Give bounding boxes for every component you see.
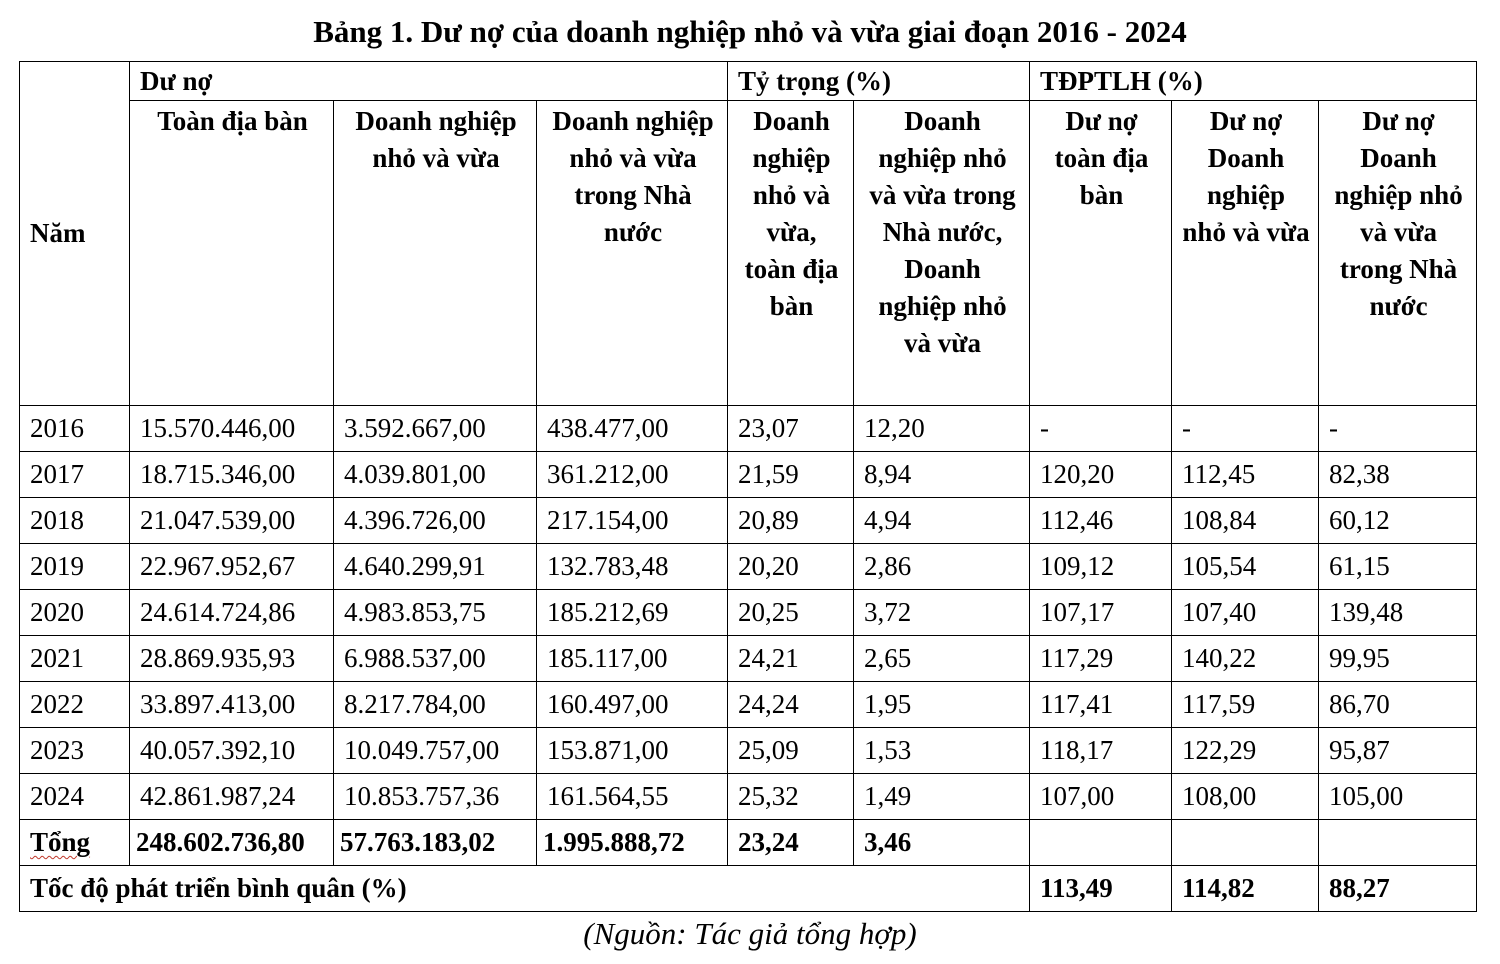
source-note: (Nguồn: Tác giả tổng hợp) (583, 916, 917, 951)
header-row-groups (20, 62, 1477, 101)
cell: 22.967.952,67 (130, 544, 334, 590)
cell: 18.715.346,00 (130, 452, 334, 498)
cell: 161.564,55 (537, 774, 728, 820)
average-row (20, 866, 1477, 912)
header-col: Doanh nghiệp nhỏ và vừa (334, 101, 537, 406)
cell-year: 2020 (20, 590, 130, 636)
cell-year: 2023 (20, 728, 130, 774)
cell: 438.477,00 (537, 406, 728, 452)
cell: 8.217.784,00 (334, 682, 537, 728)
header-group-tdptlh: TĐPTLH (%) (1030, 62, 1477, 101)
cell: 117,59 (1172, 682, 1319, 728)
cell: 60,12 (1319, 498, 1477, 544)
cell: 15.570.446,00 (130, 406, 334, 452)
cell-year: 2021 (20, 636, 130, 682)
cell: 24,24 (728, 682, 854, 728)
cell: 88,27 (1319, 866, 1477, 912)
table-row (20, 636, 1477, 682)
header-col: Toàn địa bàn (130, 101, 334, 406)
table-title: Bảng 1. Dư nợ của doanh nghiệp nhỏ và vừa giai đoạn 2016 - 2024 (313, 14, 1187, 49)
debt-table (19, 61, 1477, 912)
cell: 109,12 (1030, 544, 1172, 590)
cell-year: 2019 (20, 544, 130, 590)
cell-year: 2018 (20, 498, 130, 544)
table-row (20, 728, 1477, 774)
cell: 105,54 (1172, 544, 1319, 590)
cell: 4.396.726,00 (334, 498, 537, 544)
cell: 117,29 (1030, 636, 1172, 682)
cell: 61,15 (1319, 544, 1477, 590)
header-col: Doanh nghiệp nhỏ và vừa trong Nhà nước (537, 101, 728, 406)
table-row (20, 682, 1477, 728)
cell: 86,70 (1319, 682, 1477, 728)
cell: 20,25 (728, 590, 854, 636)
cell: 122,29 (1172, 728, 1319, 774)
cell: 108,00 (1172, 774, 1319, 820)
cell: 10.049.757,00 (334, 728, 537, 774)
cell: 185.117,00 (537, 636, 728, 682)
cell (1172, 820, 1319, 866)
cell-year: 2024 (20, 774, 130, 820)
cell: 107,40 (1172, 590, 1319, 636)
cell-year: 2016 (20, 406, 130, 452)
cell: 33.897.413,00 (130, 682, 334, 728)
cell: 140,22 (1172, 636, 1319, 682)
cell: 361.212,00 (537, 452, 728, 498)
table-row (20, 774, 1477, 820)
cell-year: 2017 (20, 452, 130, 498)
cell: 3,46 (854, 820, 1030, 866)
cell: 23,07 (728, 406, 854, 452)
cell: 132.783,48 (537, 544, 728, 590)
cell: - (1319, 406, 1477, 452)
table-row (20, 406, 1477, 452)
cell: 4.039.801,00 (334, 452, 537, 498)
cell: 1.995.888,72 (537, 820, 728, 866)
cell: 1,49 (854, 774, 1030, 820)
header-group-ty-trong: Tỷ trọng (%) (728, 62, 1030, 101)
cell: 112,45 (1172, 452, 1319, 498)
cell: - (1172, 406, 1319, 452)
header-col: Doanh nghiệp nhỏ và vừa, toàn địa bàn (728, 101, 854, 406)
cell: 107,00 (1030, 774, 1172, 820)
cell: 1,53 (854, 728, 1030, 774)
cell: 105,00 (1319, 774, 1477, 820)
cell: 113,49 (1030, 866, 1172, 912)
cell: 99,95 (1319, 636, 1477, 682)
cell: 118,17 (1030, 728, 1172, 774)
cell: 1,95 (854, 682, 1030, 728)
header-col: Dư nợ Doanh nghiệp nhỏ và vừa (1172, 101, 1319, 406)
cell: 24,21 (728, 636, 854, 682)
cell: 114,82 (1172, 866, 1319, 912)
cell: 3.592.667,00 (334, 406, 537, 452)
cell: 57.763.183,02 (334, 820, 537, 866)
cell: 108,84 (1172, 498, 1319, 544)
cell: 40.057.392,10 (130, 728, 334, 774)
cell: 4,94 (854, 498, 1030, 544)
header-year: Năm (20, 62, 130, 406)
cell: 117,41 (1030, 682, 1172, 728)
cell: 25,09 (728, 728, 854, 774)
average-label: Tốc độ phát triển bình quân (%) (20, 866, 1030, 912)
cell: 25,32 (728, 774, 854, 820)
cell: 2,86 (854, 544, 1030, 590)
cell: 2,65 (854, 636, 1030, 682)
header-col: Doanh nghiệp nhỏ và vừa trong Nhà nước, Doanh nghiệp nhỏ và vừa (854, 101, 1030, 406)
cell (1030, 820, 1172, 866)
cell: 20,89 (728, 498, 854, 544)
cell: 82,38 (1319, 452, 1477, 498)
cell: 153.871,00 (537, 728, 728, 774)
cell: 23,24 (728, 820, 854, 866)
cell: 160.497,00 (537, 682, 728, 728)
cell: 12,20 (854, 406, 1030, 452)
cell: 4.983.853,75 (334, 590, 537, 636)
cell (1319, 820, 1477, 866)
header-row-columns (20, 101, 1477, 406)
cell: 95,87 (1319, 728, 1477, 774)
cell: 42.861.987,24 (130, 774, 334, 820)
header-group-du-no: Dư nợ (130, 62, 728, 101)
cell: 112,46 (1030, 498, 1172, 544)
cell: 4.640.299,91 (334, 544, 537, 590)
table-row (20, 498, 1477, 544)
cell-year: 2022 (20, 682, 130, 728)
total-label: Tổng (20, 820, 130, 866)
total-row (20, 820, 1477, 866)
cell: 248.602.736,80 (130, 820, 334, 866)
header-col: Dư nợ toàn địa bàn (1030, 101, 1172, 406)
table-row (20, 590, 1477, 636)
cell: 107,17 (1030, 590, 1172, 636)
cell: 3,72 (854, 590, 1030, 636)
cell: 6.988.537,00 (334, 636, 537, 682)
cell: 217.154,00 (537, 498, 728, 544)
cell: 24.614.724,86 (130, 590, 334, 636)
cell: 21.047.539,00 (130, 498, 334, 544)
cell: 8,94 (854, 452, 1030, 498)
header-col: Dư nợ Doanh nghiệp nhỏ và vừa trong Nhà nước (1319, 101, 1477, 406)
cell: 185.212,69 (537, 590, 728, 636)
cell: 21,59 (728, 452, 854, 498)
table-row (20, 452, 1477, 498)
table-row (20, 544, 1477, 590)
cell: 120,20 (1030, 452, 1172, 498)
cell: 10.853.757,36 (334, 774, 537, 820)
cell: 28.869.935,93 (130, 636, 334, 682)
cell: - (1030, 406, 1172, 452)
cell: 139,48 (1319, 590, 1477, 636)
cell: 20,20 (728, 544, 854, 590)
